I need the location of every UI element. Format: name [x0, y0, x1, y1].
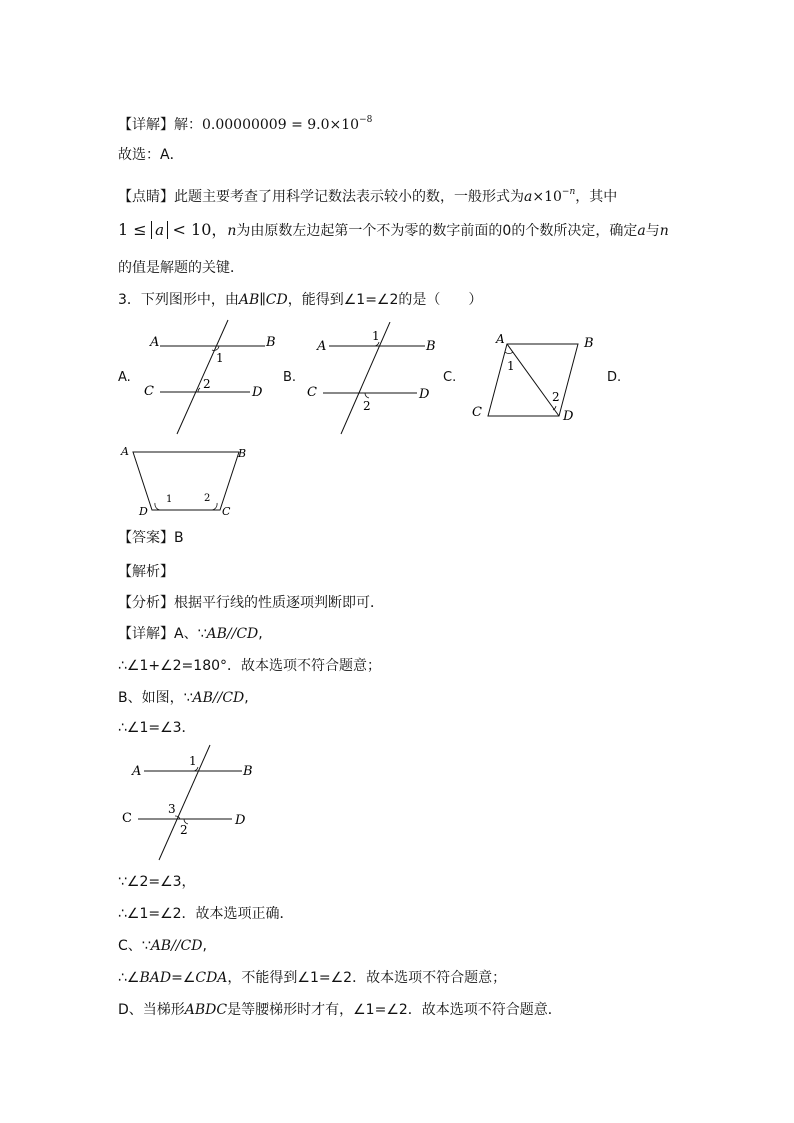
remark-line-3	[118, 258, 244, 278]
detail-b-step	[118, 718, 196, 738]
detail-d-line	[118, 1000, 562, 1020]
trapezoid-name: ABDC	[184, 1002, 228, 1018]
answer-line	[118, 528, 184, 548]
detail-b-conclusion-text: ∴∠1=∠2．故本选项正确．	[118, 906, 294, 922]
question-3	[118, 290, 482, 310]
var-n: n	[227, 223, 237, 239]
range-left: 1 ≤	[118, 220, 147, 239]
fenxi-tag: 【分析】	[118, 595, 174, 611]
label-2: 2	[204, 493, 211, 504]
figure-b-explanation	[118, 742, 258, 864]
detail-d-prefix: D、当梯形	[118, 1002, 185, 1018]
detail-a-conclusion-text: ∴∠1+∠2=180°．故本选项不符合题意；	[118, 658, 382, 674]
comma: ,	[202, 938, 207, 954]
detail-b-line	[118, 688, 249, 708]
label-c: C	[307, 385, 317, 400]
remark-tail: ，其中	[575, 189, 618, 205]
detail-tag: 【详解】	[118, 117, 174, 133]
parallel-b: AB//CD	[192, 690, 245, 706]
label-c: C	[144, 384, 154, 399]
comma: ,	[244, 690, 249, 706]
trapezoid	[133, 452, 239, 510]
detail-tag-2: 【详解】	[118, 626, 174, 642]
label-a: A	[317, 339, 327, 354]
remark-tag: 【点睛】	[118, 189, 174, 205]
detail-a-line	[118, 624, 263, 644]
detail-b-text: B、如图，∵	[118, 690, 193, 706]
label-1: 1	[507, 359, 515, 373]
label-2: 2	[552, 390, 560, 404]
detail-c-conclusion	[118, 968, 506, 988]
remark-text-3: 的值是解题的关键．	[118, 260, 244, 276]
choice-text: 故选：A．	[118, 147, 184, 163]
exponent-n: −n	[561, 187, 576, 197]
range-right: < 10，	[172, 220, 228, 239]
parallel-c: AB//CD	[150, 938, 203, 954]
equation-value: = 9.0	[291, 117, 330, 133]
label-1: 1	[216, 351, 224, 365]
angle-cda: CDA	[195, 970, 228, 986]
times-ten: ×10	[329, 117, 360, 133]
label-c: C	[472, 405, 482, 420]
label-2: 2	[203, 377, 211, 391]
abs-a: a	[151, 221, 168, 239]
angle-prefix: ∴∠	[118, 970, 140, 986]
label-3: 3	[168, 802, 176, 816]
label-a: A	[132, 764, 142, 779]
times-ten: ×10	[532, 189, 562, 205]
label-c: C	[222, 505, 231, 518]
parallel-a: AB//CD	[206, 626, 259, 642]
angle-2-arc	[198, 388, 200, 392]
analysis-line	[118, 562, 174, 582]
detail-c-text: C、∵	[118, 938, 151, 954]
remark-text: 此题主要考查了用科学记数法表示较小的数，一般形式为	[174, 189, 524, 205]
label-d: D	[235, 813, 246, 828]
label-b: B	[266, 335, 276, 350]
fenxi-line	[118, 593, 384, 613]
option-c-label: C.	[443, 370, 457, 385]
angle-eq: =∠	[171, 970, 196, 986]
angle-2-arc	[212, 503, 217, 510]
remark-line-1	[118, 182, 617, 207]
question-prefix: 3．下列图形中，由	[118, 292, 239, 308]
label-a: A	[496, 332, 505, 346]
label-b: B	[238, 447, 247, 460]
label-d: D	[252, 385, 263, 400]
choice-line	[118, 145, 184, 165]
label-2: 2	[363, 399, 371, 413]
detail-b-given	[118, 872, 196, 892]
option-a-label: A.	[118, 370, 131, 385]
label-1: 1	[166, 494, 173, 505]
remark-text-2: 为由原数左边起第一个不为零的数字前面的0的个数所决定，确定	[236, 223, 638, 239]
label-d: D	[419, 387, 430, 402]
figure-option-a	[140, 318, 290, 438]
comma: ,	[258, 626, 263, 642]
option-d-label: D.	[607, 370, 622, 385]
diagonal-ad	[507, 344, 559, 416]
question-text: ，能得到∠1=∠2的是（ ）	[287, 292, 483, 308]
label-b: B	[426, 339, 436, 354]
figure-option-c	[465, 330, 595, 425]
fenxi-text: 根据平行线的性质逐项判断即可．	[174, 595, 384, 611]
detail-b-given-text: ∵∠2=∠3，	[118, 874, 196, 890]
detail-b-step-text: ∴∠1=∠3．	[118, 720, 196, 736]
analysis-tag: 【解析】	[118, 564, 174, 580]
angle-2-arc	[365, 393, 369, 398]
transversal	[159, 745, 210, 860]
detail-c-conclusion-text: ，不能得到∠1=∠2．故本选项不符合题意；	[227, 970, 507, 986]
figure-option-d	[118, 443, 248, 521]
figure-option-b	[303, 322, 453, 437]
detail-text: 解：0.00000009	[174, 117, 287, 133]
detail-b-conclusion	[118, 904, 294, 924]
label-d: D	[139, 505, 148, 518]
answer-tag: 【答案】	[118, 530, 174, 546]
word-yu: 与	[645, 223, 660, 239]
option-b-label: B.	[283, 370, 297, 385]
label-c: C	[122, 811, 132, 826]
angle-1-arc	[155, 503, 160, 510]
remark-line-2	[118, 220, 669, 241]
label-b: B	[243, 764, 253, 779]
var-n-2: n	[659, 223, 669, 239]
detail-c-line	[118, 936, 207, 956]
question-parallel: AB∥CD	[238, 292, 288, 308]
var-a-2: a	[637, 223, 646, 239]
detail-a-text: A、∵	[174, 626, 207, 642]
label-2: 2	[180, 823, 188, 837]
label-1: 1	[189, 754, 197, 768]
label-d: D	[563, 409, 574, 424]
detail-d-text: 是等腰梯形时才有，∠1=∠2．故本选项不符合题意．	[227, 1002, 562, 1018]
label-a: A	[150, 335, 160, 350]
label-b: B	[584, 336, 594, 351]
exponent: −8	[359, 115, 373, 125]
label-a: A	[121, 445, 129, 458]
angle-1-arc	[505, 352, 513, 354]
angle-bad: BAD	[139, 970, 172, 986]
transversal	[341, 322, 390, 434]
detail-line-1	[118, 110, 372, 135]
var-a: a	[524, 189, 533, 205]
detail-a-conclusion	[118, 656, 381, 676]
answer-value: B	[174, 530, 184, 546]
label-1: 1	[372, 329, 380, 343]
